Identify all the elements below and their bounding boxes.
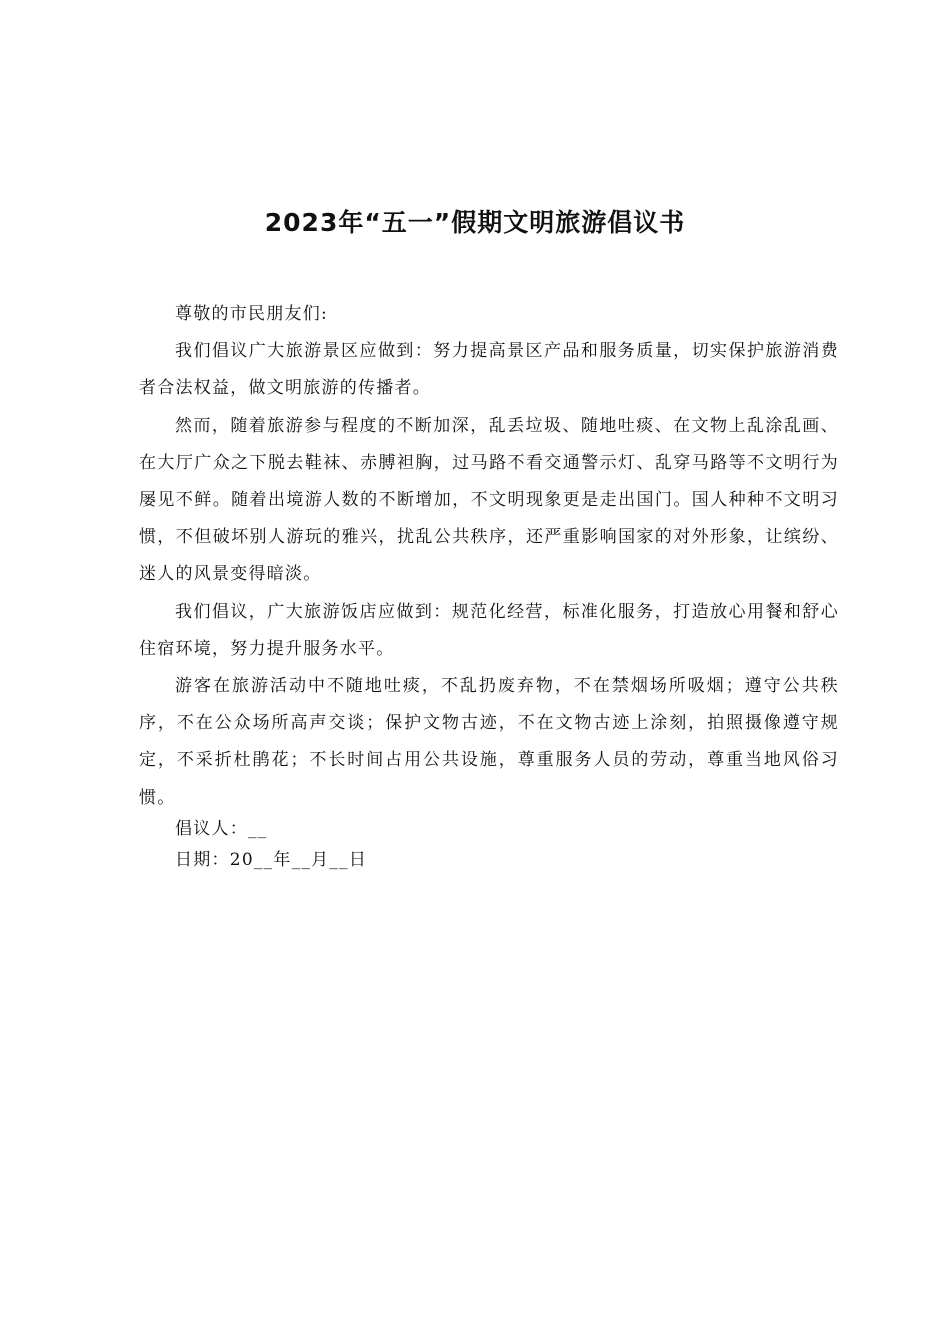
document-title: 2023年“五一”假期文明旅游倡议书 bbox=[264, 208, 686, 237]
date-line: 日期：20__年__月__日 bbox=[175, 850, 368, 870]
document-body bbox=[139, 296, 839, 817]
paragraph-landscape-proposal: 我们倡议广大旅游景区应做到：努力提高景区产品和服务质量，切实保护旅游消费者合法权益，做文明旅游的传播者。 bbox=[139, 341, 839, 399]
salutation: 尊敬的市民朋友们: bbox=[175, 304, 328, 324]
proposer-line: 倡议人：__ bbox=[175, 819, 268, 839]
signoff-block bbox=[175, 814, 367, 876]
paragraph-tourist-conduct: 游客在旅游活动中不随地吐痰，不乱扔废弃物，不在禁烟场所吸烟；遵守公共秩序，不在公众场所高声交谈；保护文物古迹，不在文物古迹上涂刻，拍照摄像遵守规定，不采折杜鹃花；不长时间占用公共设施，尊重服务人员的劳动，尊重当地风俗习惯。 bbox=[139, 676, 839, 808]
paragraph-uncivil-behavior: 然而，随着旅游参与程度的不断加深，乱丢垃圾、随地吐痰、在文物上乱涂乱画、在大厅广众之下脱去鞋袜、赤膊袒胸，过马路不看交通警示灯、乱穿马路等不文明行为屡见不鲜。随着出境游人数的不断增加，不文明现象更是走出国门。国人种种不文明习惯，不但破坏别人游玩的雅兴，扰乱公共秩序，还严重影响国家的对外形象，让缤纷、迷人的风景变得暗淡。 bbox=[139, 415, 839, 585]
paragraph-hotel-proposal: 我们倡议，广大旅游饭店应做到：规范化经营，标准化服务，打造放心用餐和舒心住宿环境，努力提升服务水平。 bbox=[139, 601, 839, 659]
